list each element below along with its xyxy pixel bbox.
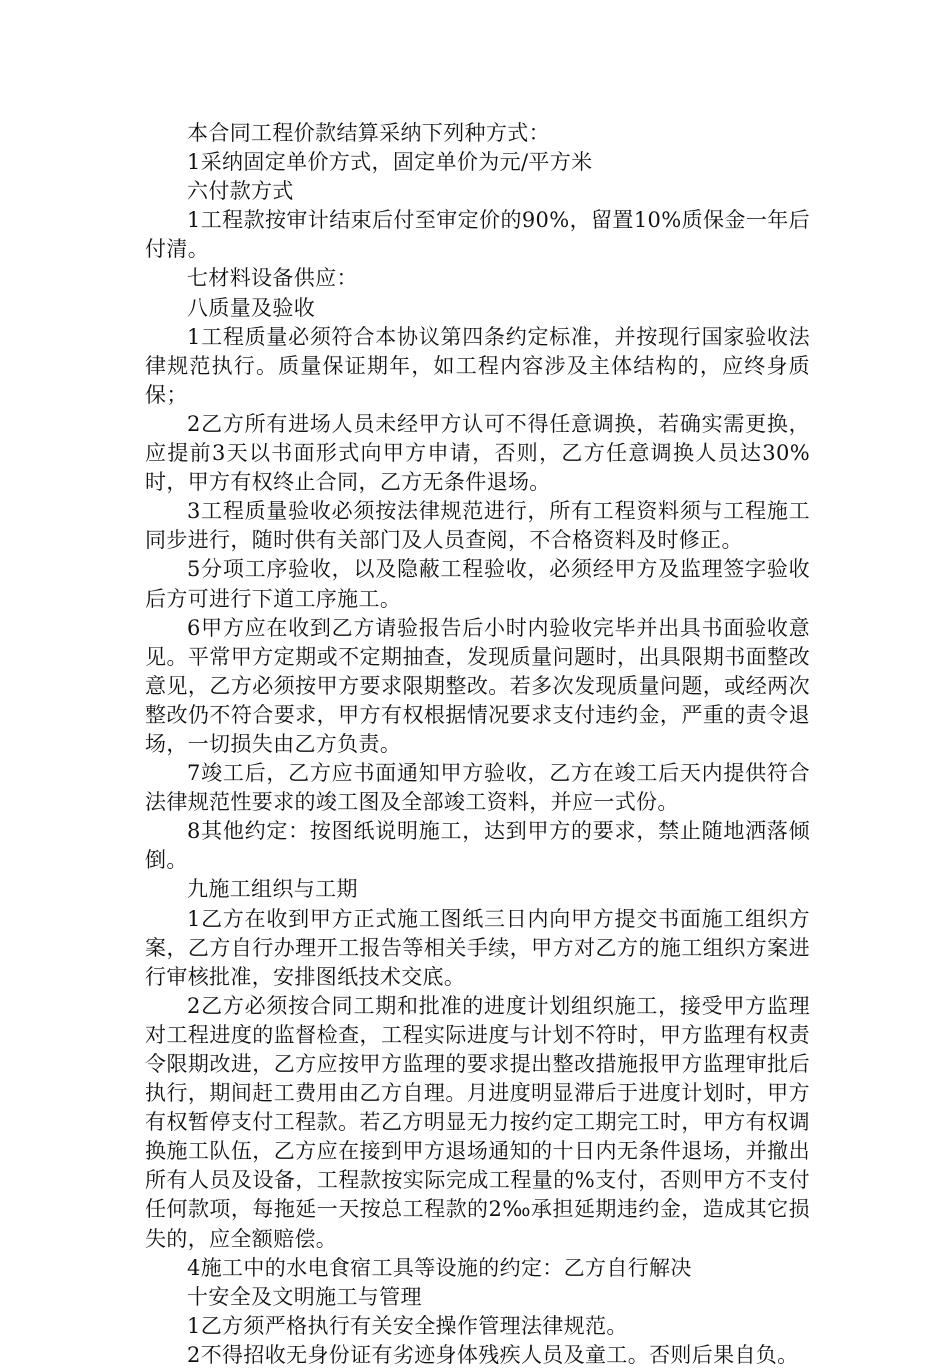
paragraph-process-acceptance: 5分项工序验收，以及隐蔽工程验收，必须经甲方及监理签字验收后方可进行下道工序施工。 bbox=[145, 557, 810, 611]
paragraph-schedule-control: 2乙方必须按合同工期和批准的进度计划组织施工，接受甲方监理对工程进度的监督检查，工程实际进度与计划不符时，甲方监理有权责令限期改进，乙方应按甲方监理的要求提出整改措施报甲方监理审批后执行，期间赶工费用由乙方自理。月进度明显滞后于进度计划时，甲方有权暂停支付工程款。若乙方明显无力按约定工期完工时，甲方有权调换施工队伍，乙方应在接到甲方退场通知的十日内无条件退场，并撤出所有人员及设备，工程款按实际完成工程量的%支付，否则甲方不支付任何款项，每拖延一天按总工程款的2‰承担延期违约金，造成其它损失的，应全额赔偿。 bbox=[145, 993, 810, 1251]
paragraph-safety-regulations: 1乙方须严格执行有关安全操作管理法律规范。 bbox=[187, 1313, 628, 1338]
section-heading-organization-schedule: 九施工组织与工期 bbox=[187, 877, 358, 902]
paragraph-payment-terms: 1工程款按审计结束后付至审定价的90%，留置10%质保金一年后付清。 bbox=[145, 208, 810, 262]
section-heading-materials: 七材料设备供应： bbox=[187, 266, 358, 291]
paragraph-quality-acceptance: 3工程质量验收必须按法律规范进行，所有工程资料须与工程施工同步进行，随时供有关部门及人员查阅，不合格资料及时修正。 bbox=[145, 499, 810, 553]
section-heading-payment: 六付款方式 bbox=[187, 179, 294, 204]
paragraph-inspection-report: 6甲方应在收到乙方请验报告后小时内验收完毕并出具书面验收意见。平常甲方定期或不定期抽查，发现质量问题时，出具限期书面整改意见，乙方必须按甲方要求限期整改。若多次发现质量问题，或经两次整改仍不符合要求，甲方有权根据情况要求支付违约金，严重的责令退场，一切损失由乙方负责。 bbox=[145, 615, 810, 756]
paragraph-fixed-unit-price: 1采纳固定单价方式，固定单价为元/平方米 bbox=[187, 150, 593, 175]
paragraph-settlement-methods: 本合同工程价款结算采纳下列种方式： bbox=[187, 121, 550, 145]
paragraph-completion-acceptance: 7竣工后，乙方应书面通知甲方验收，乙方在竣工后天内提供符合法律规范性要求的竣工图及全部竣工资料，并应一式份。 bbox=[145, 761, 810, 815]
paragraph-other-agreements: 8其他约定：按图纸说明施工，达到甲方的要求，禁止随地洒落倾倒。 bbox=[145, 819, 810, 873]
paragraph-facilities: 4施工中的水电食宿工具等设施的约定：乙方自行解决 bbox=[187, 1255, 692, 1280]
section-heading-quality: 八质量及验收 bbox=[187, 295, 316, 320]
paragraph-personnel-change: 2乙方所有进场人员未经甲方认可不得任意调换，若确实需更换，应提前3天以书面形式向甲方申请，否则，乙方任意调换人员达30%时，甲方有权终止合同，乙方无条件退场。 bbox=[145, 411, 810, 495]
document-body bbox=[145, 119, 810, 1370]
section-heading-safety: 十安全及文明施工与管理 bbox=[187, 1284, 422, 1309]
paragraph-construction-plan: 1乙方在收到甲方正式施工图纸三日内向甲方提交书面施工组织方案，乙方自行办理开工报告等相关手续，甲方对乙方的施工组织方案进行审核批准，安排图纸技术交底。 bbox=[145, 906, 810, 989]
paragraph-hiring-restrictions: 2不得招收无身份证有劣迹身体残疾人员及童工。否则后果自负。 bbox=[187, 1342, 799, 1367]
paragraph-quality-standard: 1工程质量必须符合本协议第四条约定标准，并按现行国家验收法律规范执行。质量保证期年，如工程内容涉及主体结构的，应终身质保； bbox=[145, 324, 810, 407]
